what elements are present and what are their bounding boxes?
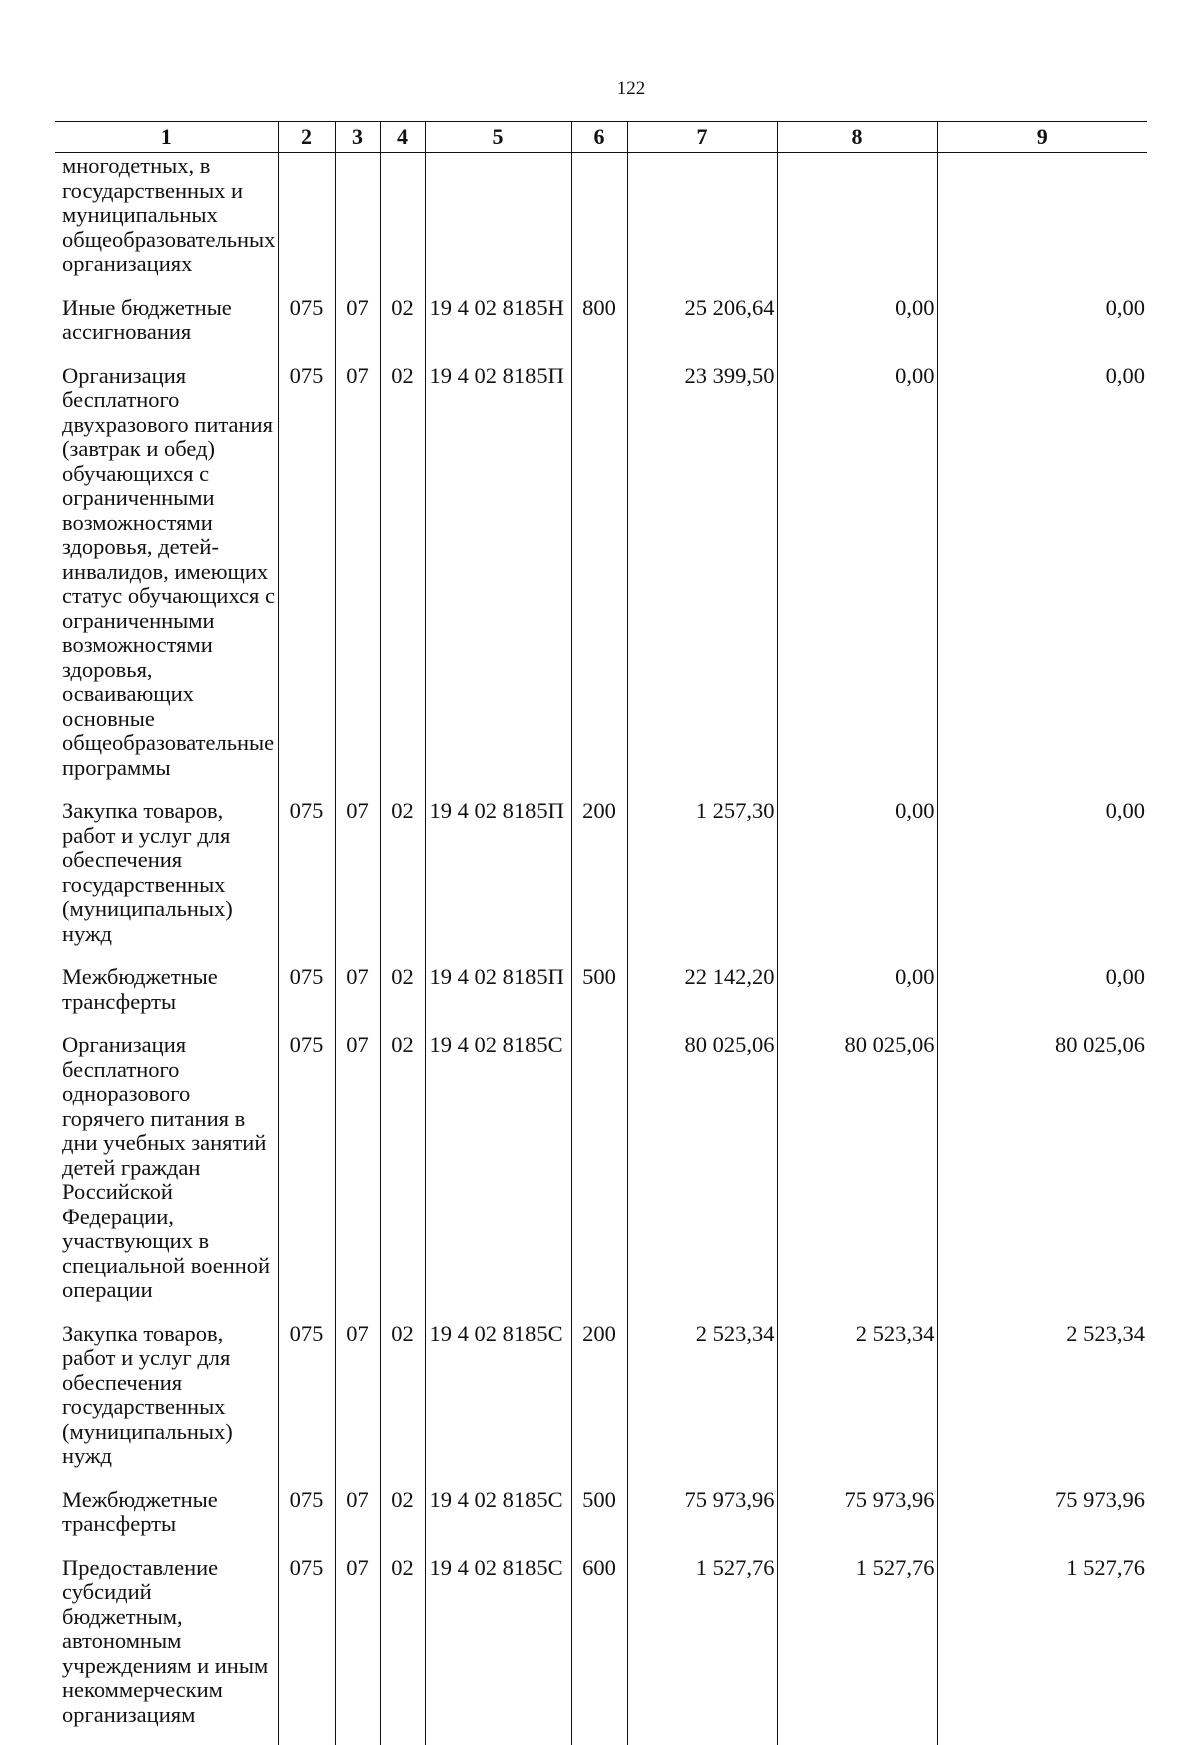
table-body [55, 153, 1147, 1745]
row-subsection: 02 [380, 1487, 425, 1555]
row-amount-col9: 0,00 [937, 295, 1147, 363]
row-name: Закупка товаров, работ и услуг для обеспечения государственных (муниципальных) нужд [55, 1321, 278, 1487]
row-section: 07 [335, 964, 380, 1032]
row-amount-col9 [937, 153, 1147, 295]
row-target-article: 19 4 02 8185Н [425, 295, 571, 363]
row-name: Закупка товаров, работ и услуг для обеспечения государственных (муниципальных) нужд [55, 798, 278, 964]
row-name: Организация бесплатного одноразового горячего питания в дни учебных занятий детей граждан Российской Федерации, участвующих в специальной военной операции [55, 1032, 278, 1321]
row-expense-type [571, 153, 627, 295]
budget-table [55, 121, 1147, 1745]
header-col-3: 3 [335, 122, 380, 153]
row-amount-col8: 75 973,96 [777, 1487, 937, 1555]
table-row [55, 295, 1147, 363]
row-amount-col7: 1 257,30 [627, 798, 777, 964]
table-row [55, 153, 1147, 295]
row-admin-code: 075 [278, 295, 335, 363]
row-admin-code: 075 [278, 1555, 335, 1745]
row-amount-col7: 25 206,64 [627, 295, 777, 363]
row-name: Межбюджетные трансферты [55, 1487, 278, 1555]
row-name: Иные бюджетные ассигнования [55, 295, 278, 363]
row-subsection: 02 [380, 295, 425, 363]
row-name: Организация бесплатного двухразового питания (завтрак и обед) обучающихся с ограниченными возможностями здоровья, детей-инвалидов, имеющих статус обучающихся с ограниченными возможностями здоровья, осваивающих основные общеобразовательные программы [55, 363, 278, 799]
row-section: 07 [335, 295, 380, 363]
row-name: Предоставление субсидий бюджетным, автономным учреждениям и иным некоммерческим организациям [55, 1555, 278, 1745]
row-amount-col9: 80 025,06 [937, 1032, 1147, 1321]
row-target-article: 19 4 02 8185С [425, 1032, 571, 1321]
row-expense-type: 500 [571, 1487, 627, 1555]
row-amount-col8: 80 025,06 [777, 1032, 937, 1321]
header-col-9: 9 [937, 122, 1147, 153]
row-admin-code: 075 [278, 1487, 335, 1555]
table-row [55, 1555, 1147, 1745]
table-row [55, 964, 1147, 1032]
row-expense-type: 800 [571, 295, 627, 363]
row-admin-code: 075 [278, 363, 335, 799]
row-amount-col9: 2 523,34 [937, 1321, 1147, 1487]
table-row [55, 1032, 1147, 1321]
table-row [55, 1321, 1147, 1487]
row-expense-type: 200 [571, 798, 627, 964]
row-amount-col7: 22 142,20 [627, 964, 777, 1032]
header-col-7: 7 [627, 122, 777, 153]
row-target-article: 19 4 02 8185П [425, 363, 571, 799]
row-expense-type: 200 [571, 1321, 627, 1487]
row-amount-col9: 0,00 [937, 363, 1147, 799]
row-target-article: 19 4 02 8185П [425, 798, 571, 964]
row-admin-code: 075 [278, 798, 335, 964]
row-section: 07 [335, 1032, 380, 1321]
row-target-article: 19 4 02 8185С [425, 1487, 571, 1555]
header-col-6: 6 [571, 122, 627, 153]
row-section [335, 153, 380, 295]
row-amount-col7: 1 527,76 [627, 1555, 777, 1745]
header-col-4: 4 [380, 122, 425, 153]
row-admin-code [278, 153, 335, 295]
row-target-article: 19 4 02 8185С [425, 1555, 571, 1745]
row-section: 07 [335, 1487, 380, 1555]
row-subsection [380, 153, 425, 295]
row-amount-col7: 80 025,06 [627, 1032, 777, 1321]
row-subsection: 02 [380, 964, 425, 1032]
header-col-1: 1 [55, 122, 278, 153]
table-row [55, 1487, 1147, 1555]
row-amount-col7: 2 523,34 [627, 1321, 777, 1487]
row-expense-type [571, 1032, 627, 1321]
row-amount-col8: 2 523,34 [777, 1321, 937, 1487]
row-amount-col7: 23 399,50 [627, 363, 777, 799]
row-amount-col9: 0,00 [937, 964, 1147, 1032]
table-row [55, 798, 1147, 964]
row-section: 07 [335, 363, 380, 799]
table-row [55, 363, 1147, 799]
row-amount-col9: 1 527,76 [937, 1555, 1147, 1745]
row-amount-col8 [777, 153, 937, 295]
row-amount-col7 [627, 153, 777, 295]
row-expense-type: 500 [571, 964, 627, 1032]
row-name: Межбюджетные трансферты [55, 964, 278, 1032]
row-admin-code: 075 [278, 1321, 335, 1487]
row-expense-type [571, 363, 627, 799]
row-section: 07 [335, 1321, 380, 1487]
row-subsection: 02 [380, 363, 425, 799]
header-col-5: 5 [425, 122, 571, 153]
row-target-article [425, 153, 571, 295]
page-number: 122 [0, 78, 1200, 100]
row-admin-code: 075 [278, 1032, 335, 1321]
row-subsection: 02 [380, 1032, 425, 1321]
row-expense-type: 600 [571, 1555, 627, 1745]
row-amount-col8: 0,00 [777, 295, 937, 363]
row-target-article: 19 4 02 8185П [425, 964, 571, 1032]
row-amount-col9: 75 973,96 [937, 1487, 1147, 1555]
header-col-2: 2 [278, 122, 335, 153]
row-section: 07 [335, 1555, 380, 1745]
header-col-8: 8 [777, 122, 937, 153]
row-subsection: 02 [380, 1555, 425, 1745]
header-row [55, 122, 1147, 153]
row-target-article: 19 4 02 8185С [425, 1321, 571, 1487]
row-amount-col8: 0,00 [777, 363, 937, 799]
row-amount-col7: 75 973,96 [627, 1487, 777, 1555]
row-amount-col8: 0,00 [777, 798, 937, 964]
row-section: 07 [335, 798, 380, 964]
row-name: многодетных, в государственных и муниципальных общеобразовательных организациях [55, 153, 278, 295]
row-admin-code: 075 [278, 964, 335, 1032]
row-amount-col8: 1 527,76 [777, 1555, 937, 1745]
row-amount-col8: 0,00 [777, 964, 937, 1032]
row-subsection: 02 [380, 1321, 425, 1487]
row-subsection: 02 [380, 798, 425, 964]
row-amount-col9: 0,00 [937, 798, 1147, 964]
